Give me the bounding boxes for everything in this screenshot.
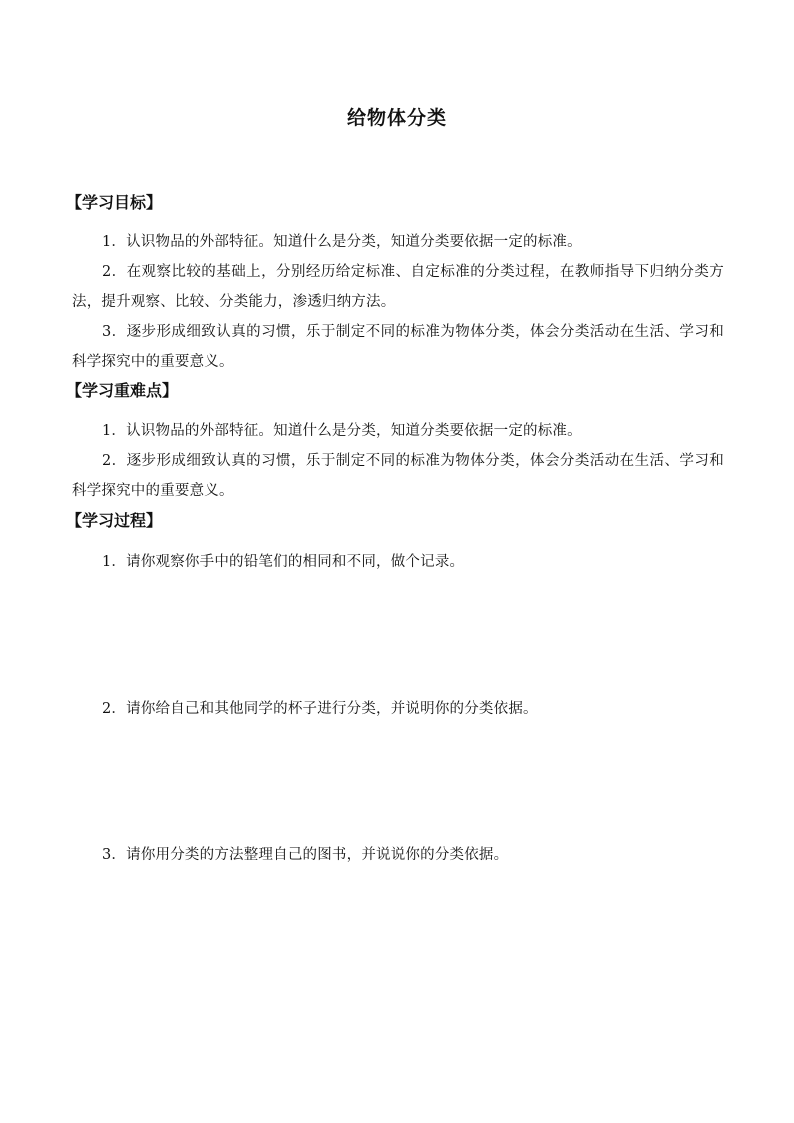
objective-item-2: 2．在观察比较的基础上，分别经历给定标准、自定标准的分类过程，在教师指导下归纳分类方法，提升观察、比较、分类能力，渗透归纳方法。 bbox=[72, 264, 724, 310]
document-title: 给物体分类 bbox=[346, 107, 447, 129]
process-item-2: 2．请你给自己和其他同学的杯子进行分类，并说明你的分类依据。 bbox=[102, 701, 538, 717]
objective-item-1: 1．认识物品的外部特征。知道什么是分类，知道分类要依据一定的标准。 bbox=[102, 234, 582, 250]
process-item-1: 1．请你观察你手中的铅笔们的相同和不同，做个记录。 bbox=[102, 554, 465, 570]
process-item-3: 3．请你用分类的方法整理自己的图书，并说说你的分类依据。 bbox=[102, 847, 509, 863]
objective-item-3: 3．逐步形成细致认真的习惯，乐于制定不同的标准为物体分类，体会分类活动在生活、学习和科学探究中的重要意义。 bbox=[72, 324, 724, 370]
section-heading-process: 【学习过程】 bbox=[66, 511, 163, 530]
section-heading-objectives: 【学习目标】 bbox=[66, 193, 163, 212]
key-point-item-2: 2．逐步形成细致认真的习惯，乐于制定不同的标准为物体分类，体会分类活动在生活、学习和科学探究中的重要意义。 bbox=[72, 453, 724, 499]
section-heading-key-points: 【学习重难点】 bbox=[66, 381, 179, 400]
key-point-item-1: 1．认识物品的外部特征。知道什么是分类，知道分类要依据一定的标准。 bbox=[102, 423, 582, 439]
